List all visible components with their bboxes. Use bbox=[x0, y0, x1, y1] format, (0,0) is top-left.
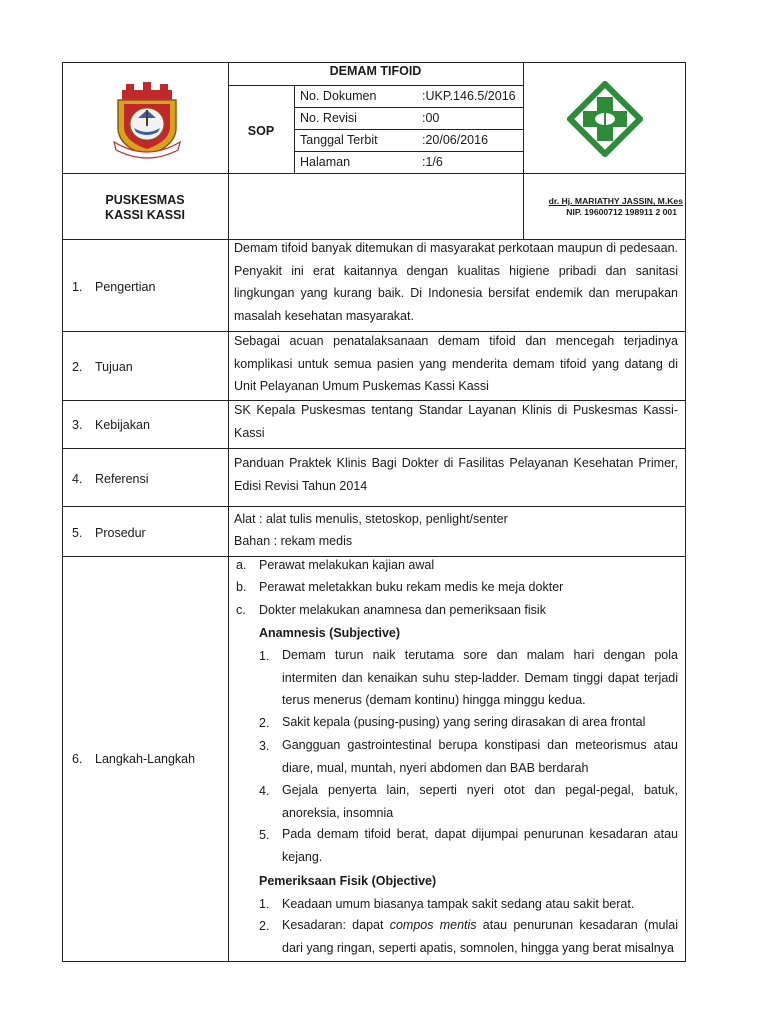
section-number: 5. bbox=[72, 526, 83, 540]
title-divider bbox=[228, 85, 523, 86]
anamnesis-number: 5. bbox=[259, 828, 270, 842]
meta-divider bbox=[294, 151, 523, 152]
row-divider bbox=[62, 448, 686, 449]
org-name: PUSKESMAS bbox=[105, 193, 185, 207]
section-number: 4. bbox=[72, 472, 83, 486]
step-letter: c. bbox=[236, 603, 246, 617]
meta-label-no-dokumen: No. Dokumen bbox=[300, 89, 377, 103]
anamnesis-number: 4. bbox=[259, 784, 270, 798]
section-label-kebijakan: Kebijakan bbox=[95, 418, 150, 432]
anamnesis-item: Gejala penyerta lain, seperti nyeri otot dan pegal-pegal, batuk, anoreksia, insomnia bbox=[282, 783, 678, 820]
anamnesis-number: 3. bbox=[259, 739, 270, 753]
fisik-number: 2. bbox=[259, 919, 270, 933]
prosedur-bahan: Bahan : rekam medis bbox=[234, 534, 353, 548]
section-number: 3. bbox=[72, 418, 83, 432]
org-name-line2: KASSI KASSI bbox=[105, 208, 185, 222]
puskesmas-logo bbox=[567, 81, 643, 157]
step-letter: a. bbox=[236, 558, 247, 572]
anamnesis-number: 2. bbox=[259, 716, 270, 730]
section-label-tujuan: Tujuan bbox=[95, 360, 133, 374]
section-label-pengertian: Pengertian bbox=[95, 280, 156, 294]
fisik-heading: Pemeriksaan Fisik (Objective) bbox=[259, 874, 437, 888]
step-text: Perawat meletakkan buku rekam medis ke meja dokter bbox=[259, 580, 564, 594]
fisik-number: 1. bbox=[259, 897, 270, 911]
header-divider bbox=[62, 173, 686, 174]
meta-value-no-revisi: :00 bbox=[422, 111, 440, 125]
meta-label-no-revisi: No. Revisi bbox=[300, 111, 357, 125]
section-number: 2. bbox=[72, 360, 83, 374]
meta-label-tanggal-terbit: Tanggal Terbit bbox=[300, 133, 378, 147]
meta-divider bbox=[294, 129, 523, 130]
anamnesis-item: Gangguan gastrointestinal berupa konstipasi dan meteorismus atau diare, mual, muntah, nyeri abdomen dan BAB berdarah bbox=[282, 738, 678, 775]
signer-nip: NIP. 19600712 198911 2 001 bbox=[566, 207, 677, 217]
meta-divider bbox=[294, 107, 523, 108]
sop-label: SOP bbox=[247, 124, 275, 138]
section-label-prosedur: Prosedur bbox=[95, 526, 146, 540]
column-divider bbox=[523, 62, 524, 240]
step-text: Perawat melakukan kajian awal bbox=[259, 558, 435, 572]
city-emblem-logo bbox=[108, 80, 186, 160]
step-letter: b. bbox=[236, 580, 247, 594]
anamnesis-item: Demam turun naik terutama sore dan malam hari dengan pola intermiten dan kenaikan suhu step-ladder. Demam tinggi dapat terjadi terus menerus (demam kontinu) hingga minggu kedua. bbox=[282, 648, 678, 707]
section-text-referensi: Panduan Praktek Klinis Bagi Dokter di Fasilitas Pelayanan Kesehatan Primer, Edisi Revisi Tahun 2014 bbox=[234, 456, 678, 493]
fisik-item: Keadaan umum biasanya tampak sakit sedang atau sakit berat. bbox=[282, 897, 635, 911]
meta-value-tanggal-terbit: :20/06/2016 bbox=[422, 133, 489, 147]
row-divider bbox=[62, 506, 686, 507]
anamnesis-number: 1. bbox=[259, 649, 270, 663]
anamnesis-item: Sakit kepala (pusing-pusing) yang sering dirasakan di area frontal bbox=[282, 715, 646, 729]
fisik-item-kesadaran bbox=[282, 914, 678, 959]
meta-value-no-dokumen: :UKP.146.5/2016 bbox=[422, 89, 516, 103]
signer-name: dr. Hj. MARIATHY JASSIN, M.Kes bbox=[548, 196, 683, 206]
column-divider bbox=[228, 62, 229, 962]
section-text-pengertian: Demam tifoid banyak ditemukan di masyarakat perkotaan maupun di pedesaan. Penyakit ini erat kaitannya dengan kualitas higiene pribadi dan sanitasi lingkungan yang kurang baik. Di Indonesia bersifat endemik dan merupakan masalah kesehatan masyarakat. bbox=[234, 241, 678, 323]
step-text: Dokter melakukan anamnesa dan pemeriksaan fisik bbox=[259, 603, 546, 617]
section-label-langkah: Langkah-Langkah bbox=[95, 752, 196, 766]
fisik-text: atau penurunan kesadaran (mulai dari yang ringan, seperti apatis, somnolen, hingga yang berat misalnya bbox=[282, 918, 678, 955]
section-number: 1. bbox=[72, 280, 83, 294]
fisik-italic-term: compos mentis bbox=[389, 918, 477, 932]
section-number: 6. bbox=[72, 752, 83, 766]
section-label-referensi: Referensi bbox=[95, 472, 149, 486]
section-text-kebijakan: SK Kepala Puskesmas tentang Standar Layanan Klinis di Puskesmas Kassi-Kassi bbox=[234, 403, 678, 440]
prosedur-alat: Alat : alat tulis menulis, stetoskop, penlight/senter bbox=[234, 512, 508, 526]
anamnesis-heading: Anamnesis (Subjective) bbox=[259, 626, 401, 640]
fisik-text: Kesadaran: dapat bbox=[282, 918, 390, 932]
anamnesis-item: Pada demam tifoid berat, dapat dijumpai penurunan kesadaran atau kejang. bbox=[282, 827, 678, 864]
meta-value-halaman: :1/6 bbox=[422, 155, 443, 169]
document-title: DEMAM TIFOID bbox=[329, 64, 422, 78]
section-text-tujuan: Sebagai acuan penatalaksanaan demam tifoid dan mencegah terjadinya komplikasi untuk semua pasien yang menderita demam tifoid yang datang di Unit Pelayanan Umum Puskemas Kassi Kassi bbox=[234, 334, 678, 393]
meta-label-halaman: Halaman bbox=[300, 155, 351, 169]
